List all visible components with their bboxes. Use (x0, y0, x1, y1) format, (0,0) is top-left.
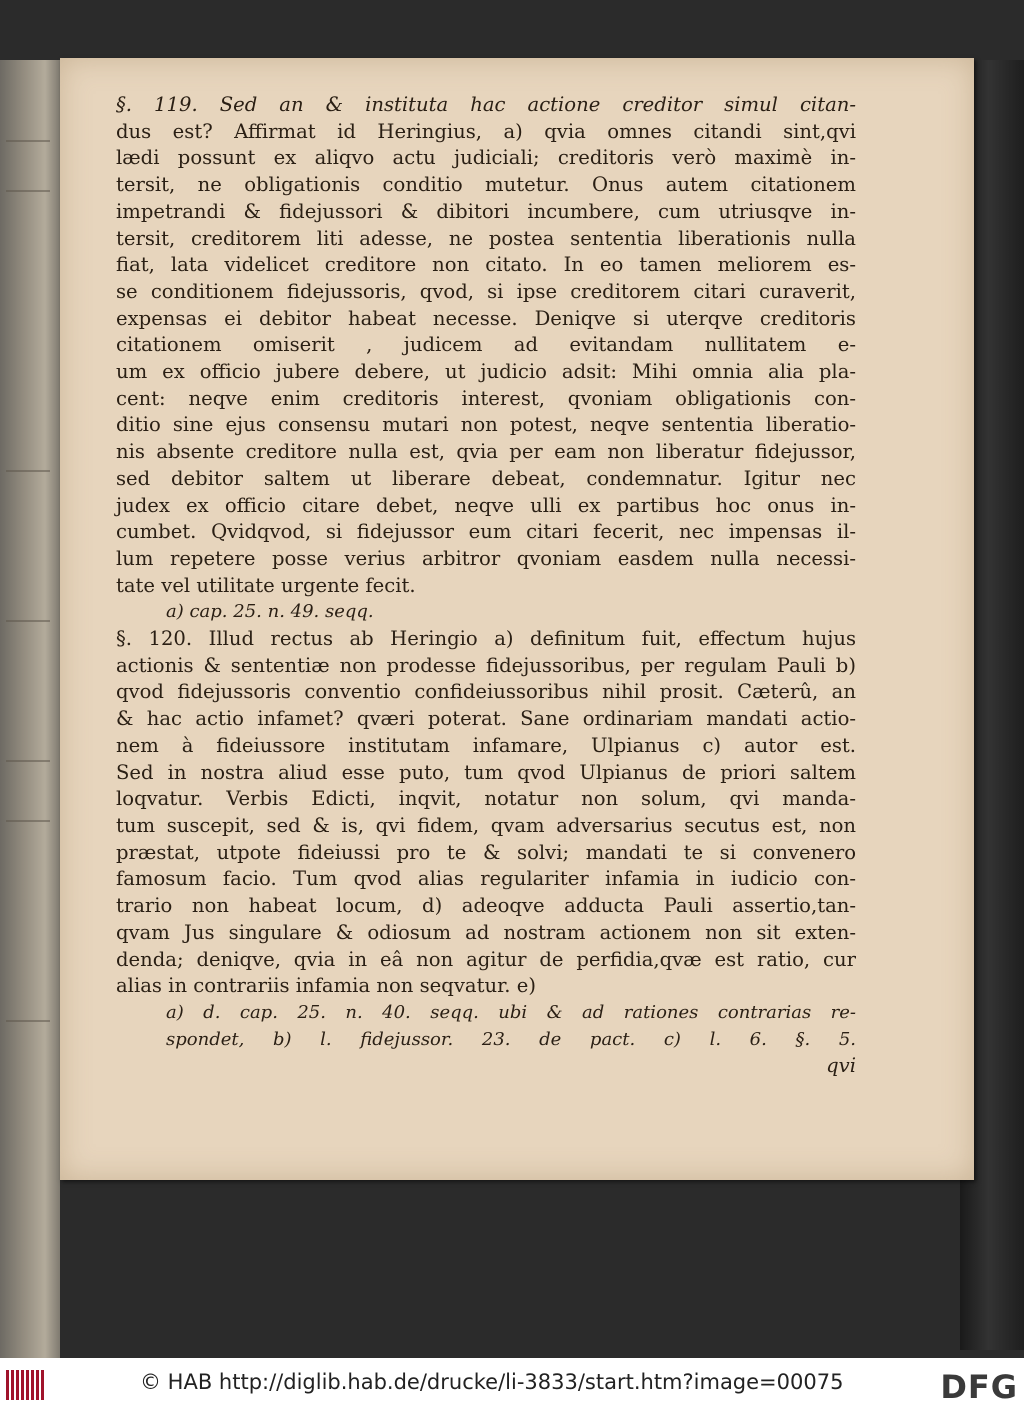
text-line: dus est? Affirmat id Heringius, a) qvia omnes citandi sint,qvi (116, 119, 856, 143)
text-line: cent: neqve enim creditoris interest, qvoniam obligationis con- (116, 386, 856, 410)
text-line: loqvatur. Verbis Edicti, inqvit, notatur non solum, qvi manda- (116, 787, 856, 811)
copyright-url[interactable]: © HAB http://diglib.hab.de/drucke/li-3833/start.htm?image=00075 (140, 1370, 844, 1394)
text-line: famosum facio. Tum qvod alias regulariter infamia in iudicio con- (116, 867, 856, 891)
text-line: qvi (826, 1054, 856, 1078)
text-line: tate vel utilitate urgente fecit. (116, 573, 416, 597)
text-line: qvod fidejussoris conventio confideiussoribus nihil prosit. Cæterû, an (116, 680, 856, 704)
text-line: tersit, creditorem liti adesse, ne postea sententia liberationis nulla (116, 226, 856, 250)
text-line: alias in contrariis infamia non seqvatur. e) (116, 974, 536, 998)
text-line: spondet, b) l. fidejussor. 23. de pact. c) l. 6. §. 5. (166, 1028, 856, 1050)
text-line: ditio sine ejus consensu mutari non potest, neqve sententia liberatio- (116, 413, 856, 437)
dfg-logo: DFG (940, 1368, 1018, 1406)
text-line: citationem omiserit , judicem ad evitandam nullitatem e- (116, 333, 856, 357)
text-line: qvam Jus singulare & odiosum ad nostram actionem non sit exten- (116, 920, 856, 944)
text-line: actionis & sententiæ non prodesse fidejussoribus, per regulam Pauli b) (116, 653, 856, 677)
scanned-page (60, 58, 974, 1180)
text-line: impetrandi & fidejussori & dibitori incumbere, cum utriusqve in- (116, 199, 856, 223)
text-line: nis absente creditore nulla est, qvia per eam non liberatur fidejussor, (116, 440, 856, 464)
text-line: trario non habeat locum, d) adeoqve adducta Pauli assertio,tan- (116, 894, 856, 918)
adjacent-page-edge (0, 60, 60, 1360)
hab-logo-icon (6, 1370, 46, 1400)
text-line: tersit, ne obligationis conditio mutetur. Onus autem citationem (116, 173, 856, 197)
text-line: a) d. cap. 25. n. 40. seqq. ubi & ad rationes contrarias re- (166, 1001, 856, 1023)
footer-bar (0, 1358, 1024, 1412)
text-line: um ex officio jubere debere, ut judicio adsit: Mihi omnia alia pla- (116, 360, 856, 384)
text-line: nem à fideiussore institutam infamare, Ulpianus c) autor est. (116, 733, 856, 757)
text-line: denda; deniqve, qvia in eâ non agitur de perfidia,qvæ est ratio, cur (116, 947, 856, 971)
text-line: a) cap. 25. n. 49. seqq. (166, 601, 374, 623)
text-line: cumbet. Qvidqvod, si fidejussor eum citari fecerit, nec impensas il- (116, 520, 856, 544)
text-line: lum repetere posse verius arbitror qvoniam easdem nulla necessi- (116, 546, 856, 570)
text-line: Sed in nostra aliud esse puto, tum qvod Ulpianus de priori saltem (116, 760, 856, 784)
text-line: & hac actio infamet? qværi poterat. Sane ordinariam mandati actio- (116, 707, 856, 731)
text-line: tum suscepit, sed & is, qvi fidem, qvam adversarius secutus est, non (116, 813, 856, 837)
text-line: expensas ei debitor habeat necesse. Deniqve si uterqve creditoris (116, 306, 856, 330)
text-line: §. 119. Sed an & instituta hac actione creditor simul citan- (116, 93, 856, 116)
text-line: se conditionem fidejussoris, qvod, si ipse creditorem citari curaverit, (116, 279, 856, 303)
text-line: sed debitor saltem ut liberare debeat, condemnatur. Igitur nec (116, 466, 856, 490)
text-line: judex ex officio citare debet, neqve ulli ex partibus hoc onus in- (116, 493, 856, 517)
page-text-block (116, 92, 856, 1080)
text-line: fiat, lata videlicet creditore non citato. In eo tamen meliorem es- (116, 253, 856, 277)
text-line: lædi possunt ex aliqvo actu judiciali; creditoris verò maximè in- (116, 146, 856, 170)
text-line: §. 120. Illud rectus ab Heringio a) definitum fuit, effectum hujus (116, 627, 856, 651)
text-line: præstat, utpote fideiussi pro te & solvi; mandati te si convenero (116, 840, 856, 864)
